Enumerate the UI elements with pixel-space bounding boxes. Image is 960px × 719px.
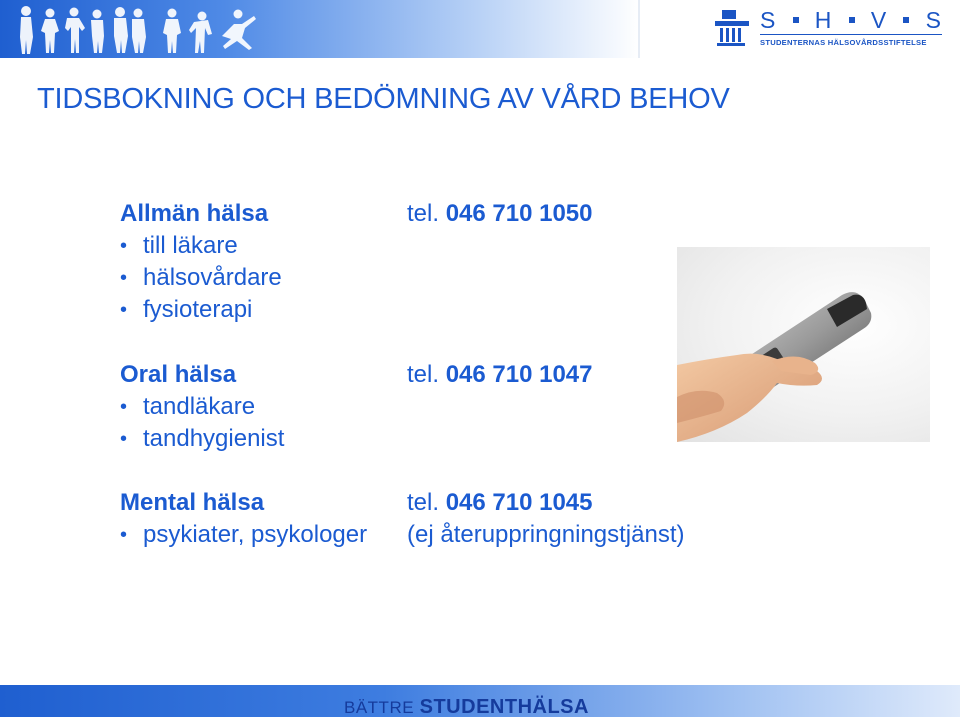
logo-letter-s1: S bbox=[760, 6, 777, 33]
people-silhouettes-icon bbox=[12, 4, 272, 56]
logo-letters bbox=[760, 8, 942, 32]
section-header bbox=[120, 361, 740, 393]
logo-dot bbox=[793, 17, 799, 23]
logo-subtitle: STUDENTERNAS HÄLSOVÅRDSSTIFTELSE bbox=[760, 38, 927, 47]
logo-rule bbox=[760, 34, 942, 35]
logo-letter-v: V bbox=[870, 6, 888, 33]
list-item bbox=[120, 393, 740, 425]
list-item bbox=[120, 521, 740, 553]
logo-letter-h: H bbox=[814, 6, 833, 33]
bullet: • bbox=[120, 267, 128, 289]
tel-prefix: tel. bbox=[407, 200, 440, 227]
bullet: • bbox=[120, 299, 128, 321]
list-item-text: till läkare bbox=[143, 232, 238, 259]
bullet: • bbox=[120, 235, 128, 257]
page-title: TIDSBOKNING OCH BEDÖMNING AV VÅRD BEHOV bbox=[37, 83, 730, 115]
section-header bbox=[120, 489, 740, 521]
list-item-text: tandläkare bbox=[143, 393, 256, 420]
list-item bbox=[120, 296, 740, 328]
list-item bbox=[120, 425, 740, 457]
phone-line bbox=[407, 200, 593, 228]
phone-number: 046 710 1050 bbox=[445, 200, 593, 227]
header-banner bbox=[0, 0, 640, 58]
list-item-text: tandhygienist bbox=[143, 425, 285, 452]
logo-dot bbox=[849, 17, 855, 23]
bullet: • bbox=[120, 524, 128, 546]
logo-letter-s2: S bbox=[925, 6, 942, 33]
section-header bbox=[120, 200, 740, 232]
list-item-text: psykiater, psykologer bbox=[143, 521, 368, 548]
footer-slogan-part1: BÄTTRE bbox=[344, 698, 415, 717]
section-heading: Mental hälsa bbox=[120, 489, 265, 516]
section-heading: Allmän hälsa bbox=[120, 200, 269, 227]
hand-holding-phone-photo bbox=[677, 247, 930, 442]
phone-number: 046 710 1047 bbox=[445, 361, 593, 388]
footer-slogan bbox=[344, 696, 589, 719]
pillar-logo-icon bbox=[712, 8, 752, 48]
bullet: • bbox=[120, 396, 128, 418]
list-item-text: fysioterapi bbox=[143, 296, 253, 323]
section-general-health bbox=[120, 200, 740, 328]
shvs-logo bbox=[712, 8, 942, 50]
header-divider bbox=[638, 0, 640, 58]
bullet: • bbox=[120, 428, 128, 450]
tel-prefix: tel. bbox=[407, 361, 440, 388]
callback-note: (ej återuppringningstjänst) bbox=[407, 521, 685, 548]
section-oral-health bbox=[120, 361, 740, 457]
phone-line bbox=[407, 361, 593, 389]
phone-line bbox=[407, 489, 593, 517]
list-item bbox=[120, 232, 740, 264]
phone-number: 046 710 1045 bbox=[445, 489, 593, 516]
footer-slogan-part2: STUDENTHÄLSA bbox=[419, 696, 589, 718]
list-item-text: hälsovårdare bbox=[143, 264, 282, 291]
section-heading: Oral hälsa bbox=[120, 361, 237, 388]
list-item bbox=[120, 264, 740, 296]
tel-prefix: tel. bbox=[407, 489, 440, 516]
logo-dot bbox=[903, 17, 909, 23]
phone-hand-icon bbox=[677, 247, 930, 442]
section-mental-health bbox=[120, 489, 740, 553]
